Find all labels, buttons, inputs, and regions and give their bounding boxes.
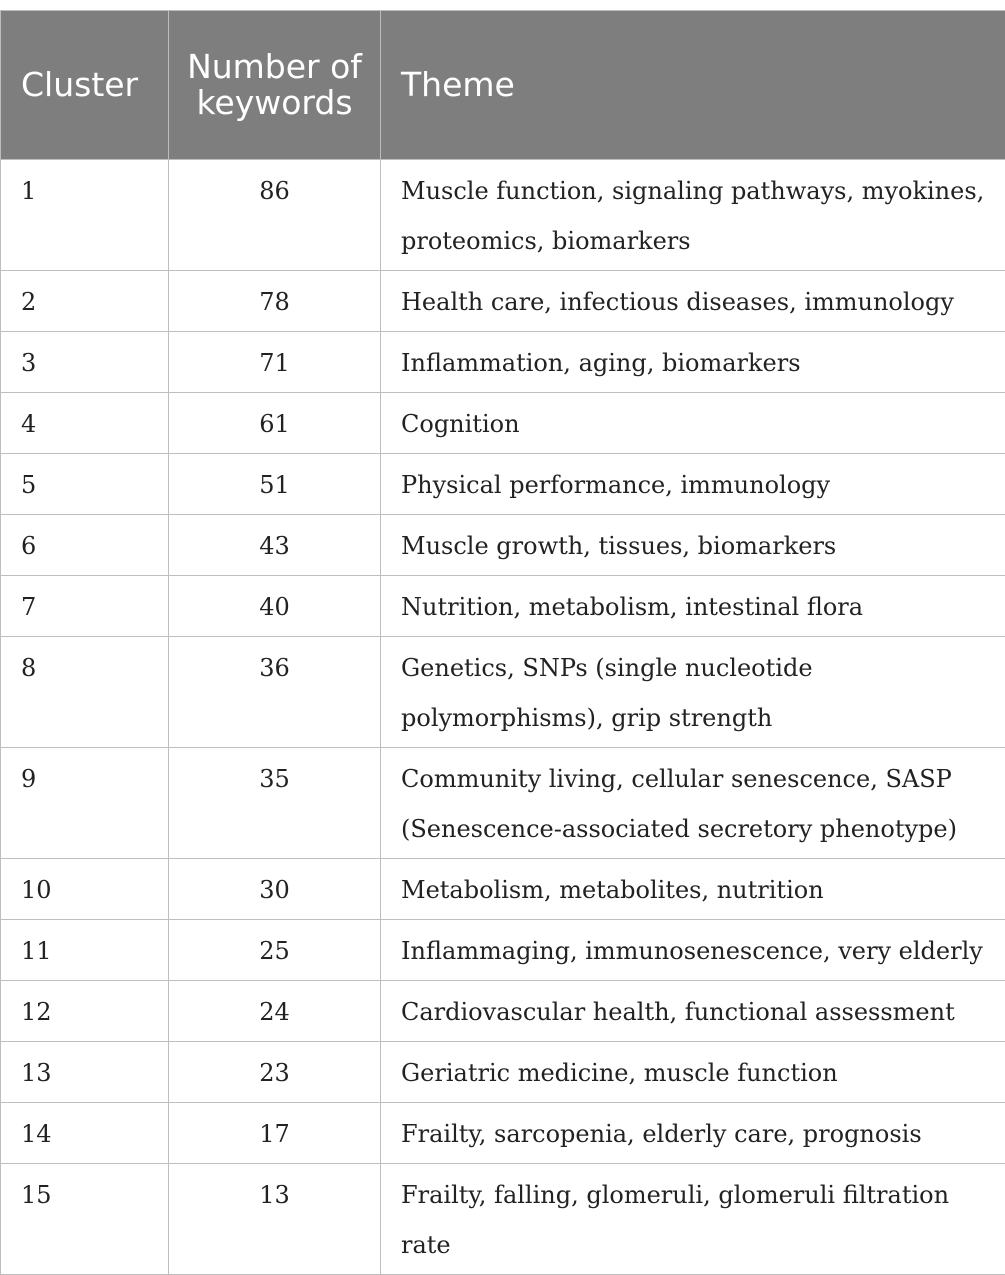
theme-cell: Community living, cellular senescence, SASP (Senescence-associated secretory phenotype) xyxy=(381,748,1005,859)
table-row xyxy=(1,748,1005,859)
theme-cell: Frailty, sarcopenia, elderly care, prognosis xyxy=(381,1103,1005,1164)
theme-cell: Health care, infectious diseases, immunology xyxy=(381,271,1005,332)
theme-cell: Cardiovascular health, functional assessment xyxy=(381,981,1005,1042)
cluster-cell: 11 xyxy=(1,920,169,981)
cluster-cell: 2 xyxy=(1,271,169,332)
header-row xyxy=(1,11,1005,160)
table-row xyxy=(1,271,1005,332)
keywords-count-cell: 71 xyxy=(169,332,381,393)
cluster-cell: 8 xyxy=(1,637,169,748)
keywords-count-cell: 25 xyxy=(169,920,381,981)
table-row xyxy=(1,332,1005,393)
keywords-count-cell: 40 xyxy=(169,576,381,637)
theme-cell: Inflammation, aging, biomarkers xyxy=(381,332,1005,393)
table-row xyxy=(1,1103,1005,1164)
keywords-count-cell: 36 xyxy=(169,637,381,748)
keywords-count-cell: 30 xyxy=(169,859,381,920)
keywords-count-cell: 86 xyxy=(169,160,381,271)
table-row xyxy=(1,576,1005,637)
theme-cell: Inflammaging, immunosenescence, very elderly xyxy=(381,920,1005,981)
cluster-cell: 4 xyxy=(1,393,169,454)
table-row xyxy=(1,160,1005,271)
keywords-count-cell: 17 xyxy=(169,1103,381,1164)
keywords-count-cell: 78 xyxy=(169,271,381,332)
keywords-count-cell: 13 xyxy=(169,1164,381,1275)
cluster-table xyxy=(0,10,1005,1275)
cluster-cell: 1 xyxy=(1,160,169,271)
header-cluster: Cluster xyxy=(1,11,169,160)
theme-cell: Physical performance, immunology xyxy=(381,454,1005,515)
cluster-cell: 5 xyxy=(1,454,169,515)
keywords-count-cell: 24 xyxy=(169,981,381,1042)
table-body xyxy=(1,160,1005,1275)
theme-cell: Cognition xyxy=(381,393,1005,454)
table-row xyxy=(1,859,1005,920)
table-header xyxy=(1,11,1005,160)
cluster-cell: 3 xyxy=(1,332,169,393)
keywords-count-cell: 61 xyxy=(169,393,381,454)
cluster-cell: 6 xyxy=(1,515,169,576)
cluster-cell: 7 xyxy=(1,576,169,637)
cluster-cell: 10 xyxy=(1,859,169,920)
keywords-count-cell: 23 xyxy=(169,1042,381,1103)
header-theme: Theme xyxy=(381,11,1005,160)
theme-cell: Frailty, falling, glomeruli, glomeruli filtration rate xyxy=(381,1164,1005,1275)
theme-cell: Nutrition, metabolism, intestinal flora xyxy=(381,576,1005,637)
table-row xyxy=(1,1042,1005,1103)
cluster-cell: 12 xyxy=(1,981,169,1042)
table-row xyxy=(1,1164,1005,1275)
table-row xyxy=(1,393,1005,454)
theme-cell: Muscle function, signaling pathways, myokines, proteomics, biomarkers xyxy=(381,160,1005,271)
table-row xyxy=(1,454,1005,515)
table-row xyxy=(1,515,1005,576)
keywords-count-cell: 35 xyxy=(169,748,381,859)
theme-cell: Genetics, SNPs (single nucleotide polymorphisms), grip strength xyxy=(381,637,1005,748)
table-row xyxy=(1,637,1005,748)
keywords-count-cell: 43 xyxy=(169,515,381,576)
table-row xyxy=(1,981,1005,1042)
table-row xyxy=(1,920,1005,981)
cluster-cell: 14 xyxy=(1,1103,169,1164)
cluster-cell: 13 xyxy=(1,1042,169,1103)
keywords-count-cell: 51 xyxy=(169,454,381,515)
theme-cell: Muscle growth, tissues, biomarkers xyxy=(381,515,1005,576)
header-number-of-keywords: Number of keywords xyxy=(169,11,381,160)
theme-cell: Metabolism, metabolites, nutrition xyxy=(381,859,1005,920)
cluster-cell: 15 xyxy=(1,1164,169,1275)
cluster-cell: 9 xyxy=(1,748,169,859)
theme-cell: Geriatric medicine, muscle function xyxy=(381,1042,1005,1103)
